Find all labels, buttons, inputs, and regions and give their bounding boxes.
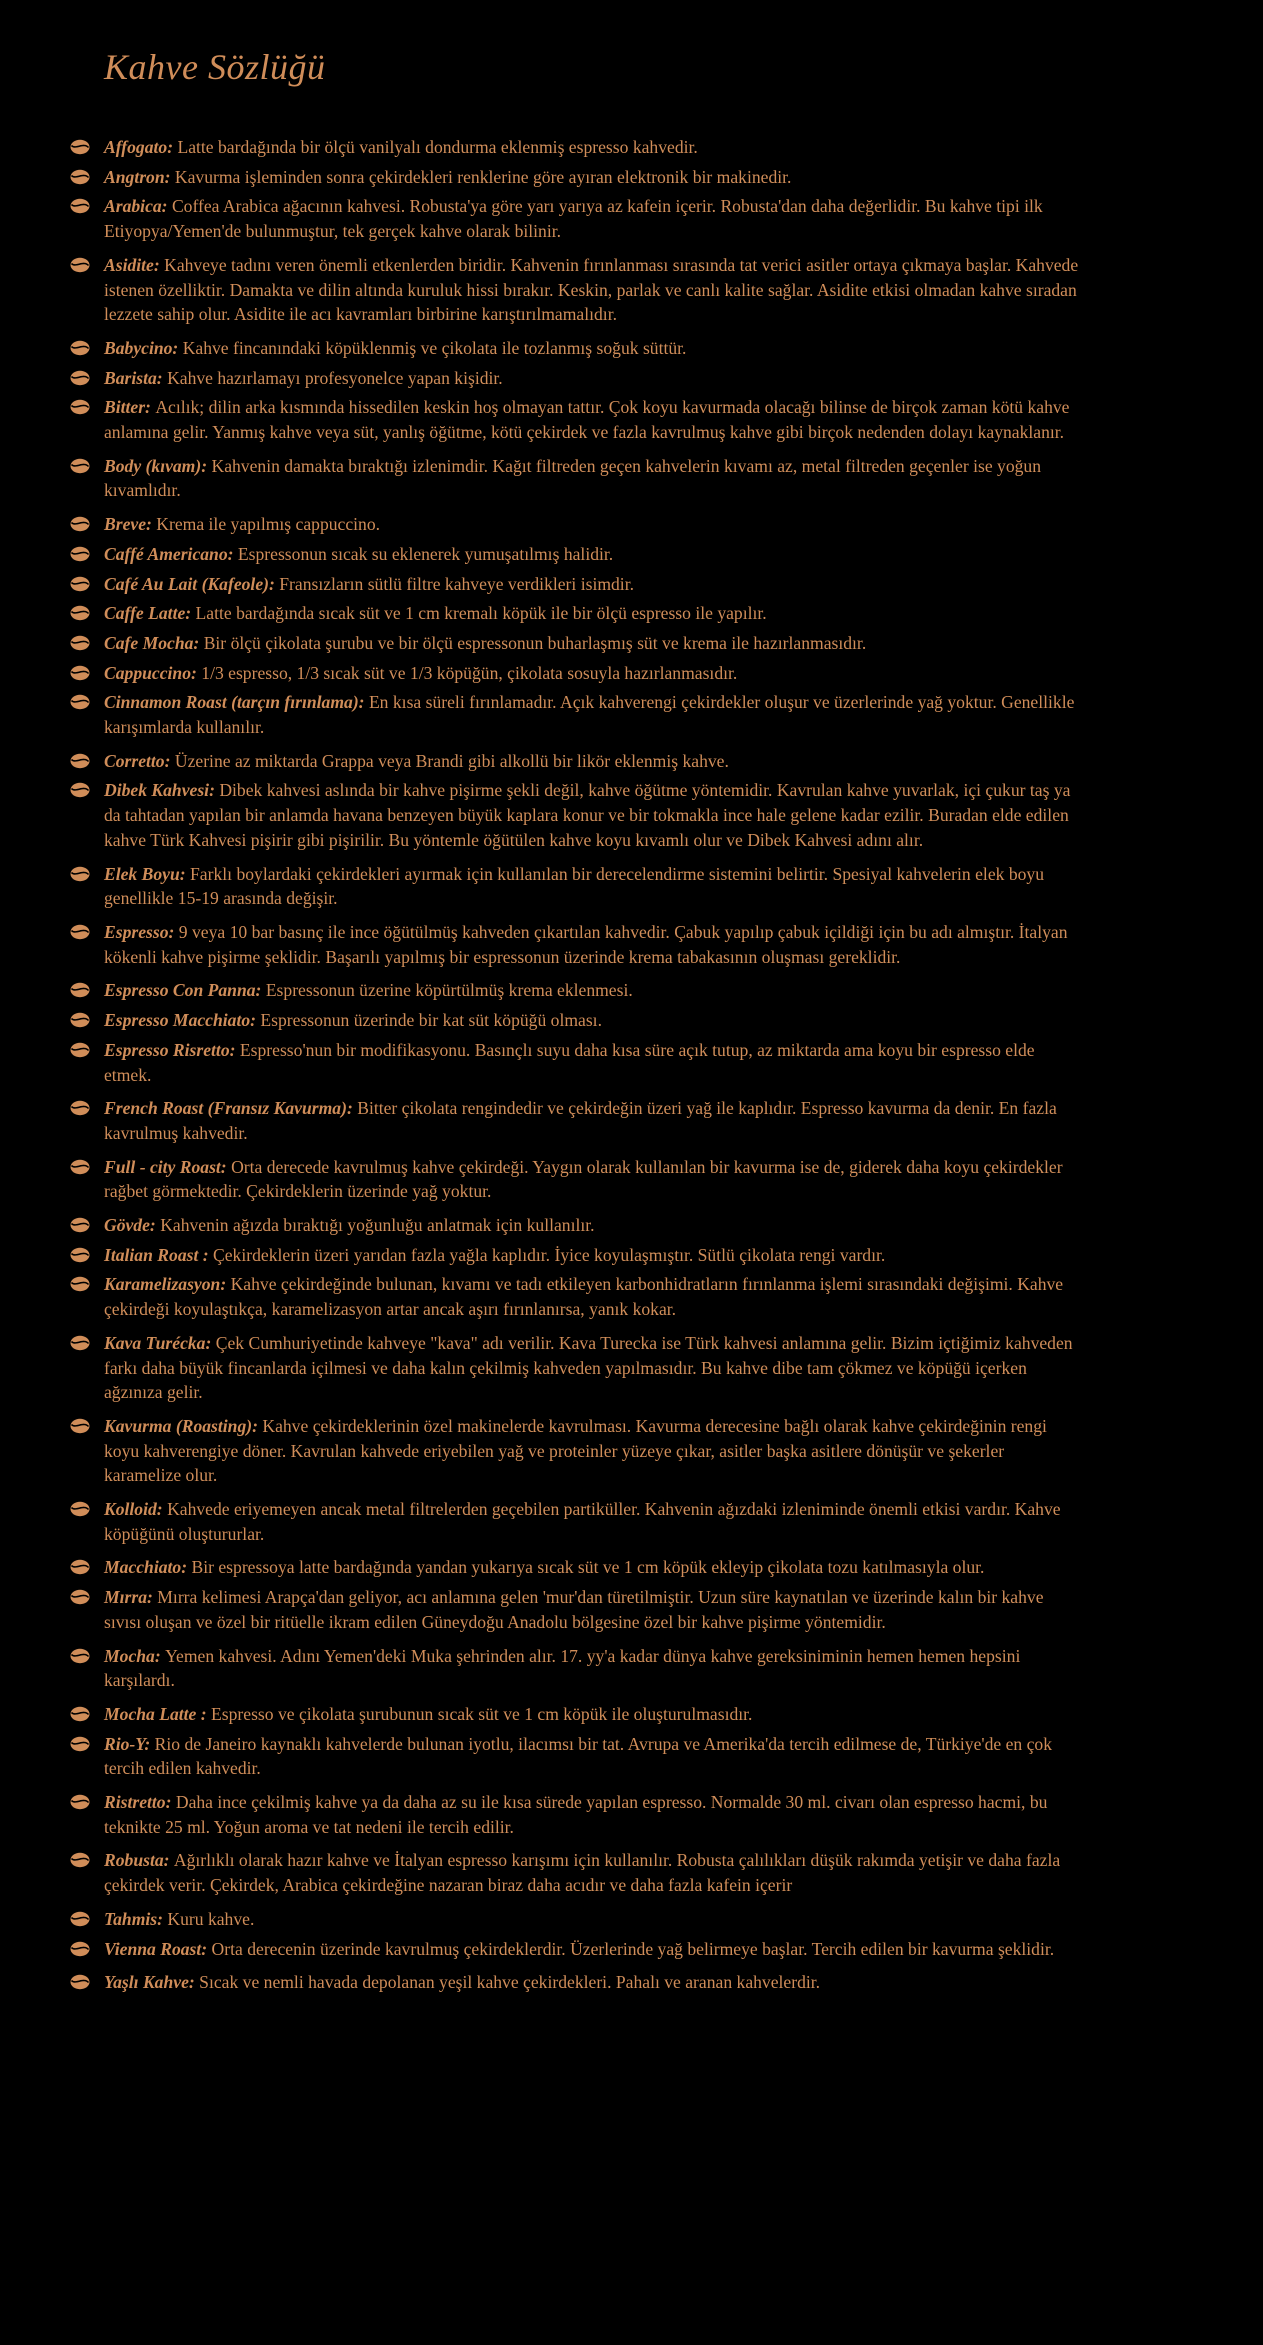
glossary-term: Macchiato: (104, 1557, 192, 1578)
glossary-entry (0, 631, 1263, 656)
glossary-term: Dibek Kahvesi: (104, 780, 220, 801)
glossary-definition: Kahvenin ağızda bıraktığı yoğunluğu anlatmak için kullanılır. (160, 1215, 595, 1236)
glossary-term: Body (kıvam): (104, 455, 212, 476)
glossary-term: Corretto: (104, 750, 175, 771)
coffee-bean-icon (70, 1794, 90, 1810)
glossary-entry (0, 1497, 1263, 1546)
glossary-definition: Rio de Janeiro kaynaklı kahvelerde bulunan iyotlu, ilacımsı bir tat. Avrupa ve Amerika'da tercih edilmese de, Türkiye'de en çok tercih edilen kahvedir. (104, 1733, 1052, 1779)
coffee-bean-icon (70, 1941, 90, 1957)
glossary-entry (0, 1008, 1263, 1033)
glossary-term: Café Au Lait (Kafeole): (104, 573, 280, 594)
glossary-term: Mırra: (104, 1587, 158, 1608)
glossary-definition: Krema ile yapılmış cappuccino. (156, 514, 381, 535)
glossary-entry (0, 862, 1263, 911)
glossary-definition: Daha ince çekilmiş kahve ya da daha az su ile kısa sürede yapılan espresso. Normalde 30 ml. civarı olan espresso hacmi, bu teknikte 25 ml. Yoğun aroma ve tat nedeni ile tercih edilir. (104, 1792, 1048, 1837)
glossary-definition: Coffea Arabica ağacının kahvesi. Robusta'ya göre yarı yarıya az kafein içerir. Robusta'dan daha değerlidir. Bu kahve tipi ilk Etiyopya/Yemen'de bulunmuştur, tek gerçek kahve olarak bilinir. (104, 196, 1043, 242)
coffee-bean-icon (70, 1159, 90, 1175)
glossary-term: Yaşlı Kahve: (104, 1972, 200, 1993)
glossary-entry (0, 1243, 1263, 1268)
glossary-entry (0, 512, 1263, 537)
coffee-bean-icon (70, 1418, 90, 1434)
glossary-term: Arabica: (104, 196, 172, 217)
glossary-entry (0, 1331, 1263, 1405)
glossary-term: Kavurma (Roasting): (104, 1415, 263, 1436)
glossary-entry (0, 690, 1263, 739)
glossary-definition: Bir ölçü çikolata şurubu ve bir ölçü espressonun buharlaşmış süt ve krema ile hazırlanmasıdır. (203, 632, 867, 653)
glossary-term: Espresso Risretto: (104, 1039, 240, 1060)
coffee-bean-icon (70, 1589, 90, 1605)
page-title: Kahve Sözlüğü (104, 47, 326, 87)
coffee-bean-icon (70, 1100, 90, 1116)
glossary-entry (0, 978, 1263, 1003)
glossary-definition: En kısa süreli fırınlamadır. Açık kahverengi çekirdekler oluşur ve üzerlerinde yağ yoktur. Genellikle karışımlarda kullanılır. (104, 692, 1075, 738)
glossary-definition: Fransızların sütlü filtre kahveye verdikleri isimdir. (279, 573, 634, 594)
coffee-bean-icon (70, 1335, 90, 1351)
glossary-definition: Üzerine az miktarda Grappa veya Brandi gibi alkollü bir likör eklenmiş kahve. (174, 750, 729, 771)
coffee-bean-icon (70, 257, 90, 273)
glossary-definition: Farklı boylardaki çekirdekleri ayırmak için kullanılan bir derecelendirme sistemini belirtir. Spesiyal kahvelerin elek boyu genellikle 15-19 arasında değişir. (104, 863, 1045, 909)
coffee-bean-icon (70, 340, 90, 356)
glossary-term: Asidite: (104, 254, 165, 275)
glossary-entry (0, 253, 1263, 327)
coffee-bean-icon (70, 546, 90, 562)
glossary-entry (0, 454, 1263, 503)
glossary-term: French Roast (Fransız Kavurma): (104, 1098, 358, 1119)
glossary-entry (0, 165, 1263, 190)
glossary-entry (0, 601, 1263, 626)
glossary-definition: Kahvede eriyemeyen ancak metal filtrelerden geçebilen partiküller. Kahvenin ağızdaki izleniminde önemli etkisi vardır. Kahve köpüğünü oluştururlar. (104, 1499, 1061, 1544)
glossary-term: Espresso: (104, 921, 179, 942)
glossary-entry (0, 395, 1263, 444)
glossary-entry (0, 1732, 1263, 1781)
coffee-bean-icon (70, 1911, 90, 1927)
glossary-entry (0, 542, 1263, 567)
glossary-term: Barista: (104, 367, 168, 388)
coffee-bean-icon (70, 1559, 90, 1575)
glossary-entry (0, 1644, 1263, 1693)
coffee-bean-icon (70, 753, 90, 769)
glossary-entry (0, 1213, 1263, 1238)
glossary-entry (0, 1555, 1263, 1580)
coffee-bean-icon (70, 1217, 90, 1233)
glossary-entry (0, 1272, 1263, 1321)
coffee-bean-icon (70, 169, 90, 185)
glossary-term: Cappuccino: (104, 662, 202, 683)
coffee-bean-icon (70, 1247, 90, 1263)
glossary-entry (0, 1907, 1263, 1932)
glossary-definition: Kahve çekirdeklerinin özel makinelerde kavrulması. Kavurma derecesine bağlı olarak kahve çekirdeğinin rengi koyu kahverengiye döner. Kavrulan kahvede eriyebilen yağ ve proteinler yüzeye çıkar, asitler başka asitlere dönüşür ve şekerler karamelize olur. (104, 1415, 1047, 1486)
coffee-bean-icon (70, 605, 90, 621)
coffee-bean-icon (70, 198, 90, 214)
glossary-definition: Kahve fincanındaki köpüklenmiş ve çikolata ile tozlanmış soğuk süttür. (182, 337, 687, 358)
glossary-entry (0, 1585, 1263, 1634)
glossary-term: Italian Roast : (104, 1244, 214, 1265)
glossary-definition: Espresso ve çikolata şurubunun sıcak süt ve 1 cm köpük ile oluşturulmasıdır. (211, 1703, 753, 1724)
glossary-term: Mocha: (104, 1645, 166, 1666)
glossary-definition: Latte bardağında bir ölçü vanilyalı dondurma eklenmiş espresso kahvedir. (177, 137, 698, 157)
glossary-list (0, 135, 1263, 1995)
glossary-term: Babycino: (104, 337, 183, 358)
coffee-bean-icon (70, 139, 90, 155)
glossary-entry (0, 661, 1263, 686)
glossary-definition: Kahvenin damakta bıraktığı izlenimdir. Kağıt filtreden geçen kahvelerin kıvamı az, metal filtreden geçenler ise yoğun kıvamlıdır. (104, 455, 1042, 501)
glossary-entry (0, 1848, 1263, 1897)
glossary-entry (0, 1038, 1263, 1087)
glossary-term: Cinnamon Roast (tarçın fırınlama): (104, 692, 369, 713)
coffee-bean-icon (70, 1042, 90, 1058)
glossary-term: Karamelizasyon: (104, 1274, 231, 1295)
glossary-term: Kolloid: (104, 1499, 168, 1520)
glossary-entry (0, 194, 1263, 243)
coffee-bean-icon (70, 1974, 90, 1990)
glossary-term: Ristretto: (104, 1792, 176, 1813)
glossary-term: Elek Boyu: (104, 863, 191, 884)
glossary-term: Angtron: (104, 166, 175, 187)
glossary-term: Cafe Mocha: (104, 632, 204, 653)
glossary-definition: Acılık; dilin arka kısmında hissedilen keskin hoş olmayan tattır. Çok koyu kavurmada olacağı bilinse de birçok zaman kötü kahve anlamına gelir. Yanmış kahve veya süt, yanlış öğütme, kötü çekirdek ve fazla kavrulmuş kahve gibi birçok nedenden dolayı kaynaklanır. (104, 397, 1070, 443)
glossary-definition: Kahveye tadını veren önemli etkenlerden biridir. Kahvenin fırınlanması sırasında tat verici asitler ortaya çıkmaya başlar. Kahvede istenen özelliktir. Damakta ve dilin altında kuruluk hissi bırakır. Keskin, parlak ve canlı kalite sağlar. Asidite etkisi olmadan kahve sıradan lezzete sahip olur. Asidite ile acı kavramları birbirine karıştırılmamalıdır. (104, 254, 1079, 325)
glossary-definition: 1/3 espresso, 1/3 sıcak süt ve 1/3 köpüğün, çikolata sosuyla hazırlanmasıdır. (201, 662, 738, 683)
glossary-definition: Kuru kahve. (167, 1908, 255, 1929)
glossary-definition: Kahve çekirdeğinde bulunan, kıvamı ve tadı etkileyen karbonhidratların fırınlanma işlemi sırasındaki değişimi. Kahve çekirdeği koyulaştıkça, karamelizasyon artar ancak aşırı fırınlanırsa, yanık kokar. (104, 1274, 1064, 1320)
coffee-bean-icon (70, 782, 90, 798)
glossary-definition: 9 veya 10 bar basınç ile ince öğütülmüş kahveden çıkartılan kahvedir. Çabuk yapılıp çabuk içildiği için bu adı almıştır. İtalyan kökenli kahve pişirme şeklidir. Başarılı yapılmış bir espressonun üzerinde krema tabakasının oluşması gereklidir. (104, 921, 1068, 967)
coffee-bean-icon (70, 694, 90, 710)
glossary-entry (0, 1790, 1263, 1839)
glossary-term: Breve: (104, 514, 157, 535)
glossary-definition: Çekirdeklerin üzeri yarıdan fazla yağla kaplıdır. İyice koyulaşmıştır. Sütlü çikolata rengi vardır. (213, 1244, 886, 1265)
coffee-bean-icon (70, 924, 90, 940)
glossary-term: Caffe Latte: (104, 603, 196, 624)
glossary-term: Affogato: (104, 137, 178, 157)
glossary-entry (0, 336, 1263, 361)
glossary-entry (0, 1702, 1263, 1727)
glossary-definition: Kavurma işleminden sonra çekirdekleri renklerine göre ayıran elektronik bir makinedir. (174, 166, 792, 187)
coffee-bean-icon (70, 458, 90, 474)
glossary-term: Mocha Latte : (104, 1703, 212, 1724)
glossary-entry (0, 135, 1263, 160)
glossary-definition: Sıcak ve nemli havada depolanan yeşil kahve çekirdekleri. Pahalı ve aranan kahvelerdir. (199, 1972, 821, 1993)
glossary-entry (0, 920, 1263, 969)
glossary-term: Robusta: (104, 1850, 174, 1871)
glossary-entry (0, 1414, 1263, 1488)
glossary-entry (0, 778, 1263, 852)
glossary-term: Espresso Macchiato: (104, 1010, 261, 1031)
coffee-bean-icon (70, 1648, 90, 1664)
glossary-definition: Mırra kelimesi Arapça'dan geliyor, acı anlamına gelen 'mur'dan türetilmiştir. Uzun süre kaynatılan ve üzerinde kalın bir kahve sıvısı oluşan ve özel bir ritüelle ikram edilen Güneydoğu Anadolu bölgesine özel bir kahve pişirme yöntemidir. (104, 1587, 1044, 1632)
coffee-bean-icon (70, 516, 90, 532)
glossary-term: Full - city Roast: (104, 1156, 232, 1177)
glossary-term: Caffé Americano: (104, 543, 238, 564)
glossary-entry (0, 366, 1263, 391)
glossary-entry (0, 1937, 1263, 1962)
coffee-bean-icon (70, 665, 90, 681)
coffee-bean-icon (70, 1736, 90, 1752)
coffee-bean-icon (70, 576, 90, 592)
coffee-bean-icon (70, 1706, 90, 1722)
glossary-definition: Yemen kahvesi. Adını Yemen'deki Muka şehrinden alır. 17. yy'a kadar dünya kahve gereksiniminin hemen hemen hepsini karşılardı. (104, 1645, 1021, 1691)
glossary-definition: Espresso'nun bir modifikasyonu. Basınçlı suyu daha kısa süre açık tutup, az miktarda ama koyu bir espresso elde etmek. (104, 1039, 1035, 1085)
coffee-bean-icon (70, 370, 90, 386)
glossary-entry (0, 1970, 1263, 1995)
glossary-term: Vienna Roast: (104, 1938, 212, 1959)
glossary-term: Kava Turécka: (104, 1332, 216, 1353)
coffee-bean-icon (70, 635, 90, 651)
glossary-definition: Latte bardağında sıcak süt ve 1 cm kremalı köpük ile bir ölçü espresso ile yapılır. (195, 603, 767, 624)
glossary-definition: Espressonun üzerinde bir kat süt köpüğü olması. (260, 1010, 602, 1031)
coffee-bean-icon (70, 399, 90, 415)
glossary-term: Espresso Con Panna: (104, 980, 266, 1001)
glossary-definition: Bitter çikolata rengindedir ve çekirdeğin üzeri yağ ile kaplıdır. Espresso kavurma da denir. En fazla kavrulmuş kahvedir. (104, 1098, 1057, 1143)
glossary-definition: Espressonun üzerine köpürtülmüş krema eklenmesi. (265, 980, 633, 1001)
glossary-definition: Bir espressoya latte bardağında yandan yukarıya sıcak süt ve 1 cm köpük ekleyip çikolata tozu katılmasıyla olur. (191, 1557, 985, 1578)
coffee-bean-icon (70, 866, 90, 882)
glossary-definition: Orta derecenin üzerinde kavrulmuş çekirdeklerdir. Üzerlerinde yağ belirmeye başlar. Tercih edilen bir kavurma şeklidir. (211, 1938, 1055, 1959)
glossary-definition: Espressonun sıcak su eklenerek yumuşatılmış halidir. (237, 543, 614, 564)
coffee-bean-icon (70, 1501, 90, 1517)
glossary-term: Rio-Y: (104, 1733, 155, 1754)
glossary-entry (0, 572, 1263, 597)
glossary-definition: Kahve hazırlamayı profesyonelce yapan kişidir. (167, 367, 503, 388)
coffee-bean-icon (70, 1012, 90, 1028)
glossary-entry (0, 749, 1263, 774)
glossary-term: Tahmis: (104, 1908, 168, 1929)
glossary-definition: Orta derecede kavrulmuş kahve çekirdeği. Yaygın olarak kullanılan bir kavurma ise de, giderek daha koyu çekirdekler rağbet görmektedir. Çekirdeklerin üzerinde yağ yoktur. (104, 1156, 1063, 1202)
glossary-definition: Dibek kahvesi aslında bir kahve pişirme şekli değil, kahve öğütme yöntemidir. Kavrulan kahve yuvarlak, içi çukur taş ya da tahtadan yapılan bir anlamda havana benzeyen büyük kaplara konur ve bir tokmakla ince hale gelene kadar ezilir. Buradan elde edilen kahve Türk Kahvesi pişirir gibi pişirilir. Bu yöntemle öğütülen kahve koyu kıvamlı olur ve Dibek Kahvesi adını alır. (104, 780, 1071, 850)
glossary-entry (0, 1155, 1263, 1204)
coffee-bean-icon (70, 982, 90, 998)
glossary-term: Gövde: (104, 1215, 161, 1236)
glossary-definition: Ağırlıklı olarak hazır kahve ve İtalyan espresso karışımı için kullanılır. Robusta çalılıkları düşük rakımda yetişir ve daha fazla çekirdek verir. Çekirdek, Arabica çekirdeğine nazaran biraz daha acıdır ve daha fazla kafein içerir (104, 1850, 1061, 1896)
coffee-bean-icon (70, 1852, 90, 1868)
glossary-entry (0, 1096, 1263, 1145)
coffee-bean-icon (70, 1276, 90, 1292)
glossary-term: Bitter: (104, 397, 156, 418)
glossary-definition: Çek Cumhuriyetinde kahveye "kava" adı verilir. Kava Turecka ise Türk kahvesi anlamına gelir. Bizim içtiğimiz kahveden farkı daha büyük fincanlarda içilmesi ve daha kalın çekilmiş kahveden yapılmasıdır. Bu kahve dibe tam çökmez ve köpüğü içerken ağzınıza gelir. (104, 1332, 1073, 1403)
